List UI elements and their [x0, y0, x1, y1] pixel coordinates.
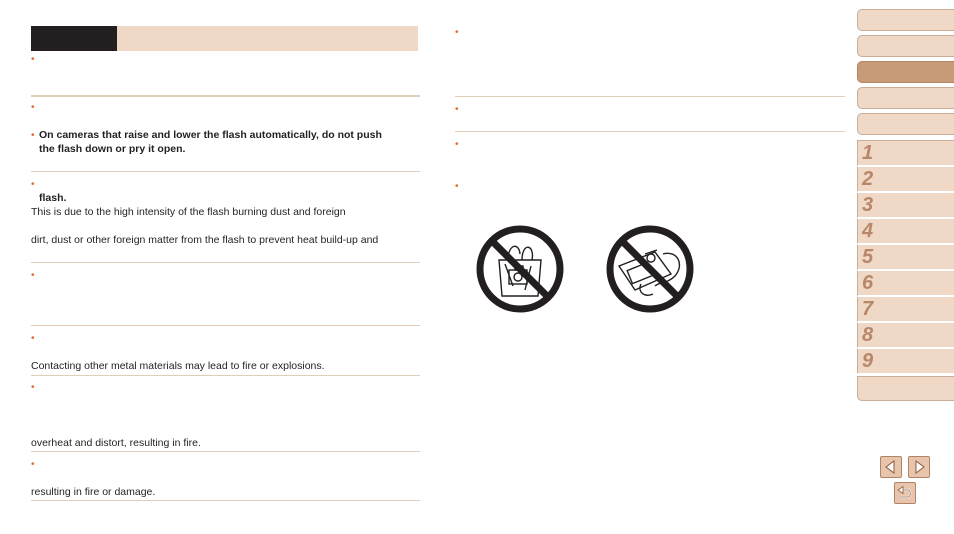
- chapter-tab-1[interactable]: [857, 141, 954, 166]
- flash-text-line-2: dirt, dust or other foreign matter from the flash to prevent heat build-up and: [31, 234, 379, 246]
- chapter-number: 3: [862, 194, 874, 216]
- section-header-dark-block: [31, 26, 117, 51]
- nav-tab-5[interactable]: [857, 113, 954, 135]
- chapter-tab-9[interactable]: [857, 349, 954, 374]
- chapter-tab-4[interactable]: [857, 219, 954, 244]
- divider: [455, 131, 845, 132]
- divider: [31, 451, 420, 452]
- flash-warning-line-1: On cameras that raise and lower the flash automatically, do not push: [39, 129, 382, 141]
- nav-tab-2[interactable]: [857, 35, 954, 57]
- bullet: •: [31, 179, 35, 190]
- divider: [31, 95, 420, 97]
- chapter-tab-2[interactable]: [857, 167, 954, 192]
- overheat-warning-text: overheat and distort, resulting in fire.: [31, 437, 201, 449]
- bullet: •: [455, 27, 459, 38]
- bullet: •: [31, 459, 35, 470]
- chapter-number: 9: [862, 350, 874, 372]
- chapter-tab-5[interactable]: [857, 245, 954, 270]
- bullet: •: [31, 270, 35, 281]
- divider: [31, 375, 420, 376]
- next-page-button[interactable]: [908, 456, 930, 478]
- nav-tab-4[interactable]: [857, 87, 954, 109]
- bullet: •: [31, 333, 35, 344]
- no-camera-strap-icon: [605, 224, 695, 314]
- bullet: •: [455, 181, 459, 192]
- chapter-number: 6: [862, 272, 874, 294]
- divider: [31, 262, 420, 263]
- arrow-left-icon: [881, 457, 901, 477]
- chapter-number: 5: [862, 246, 874, 268]
- bullet: •: [31, 382, 35, 393]
- bullet: •: [455, 139, 459, 150]
- chapter-number: 7: [862, 298, 874, 320]
- return-button[interactable]: [894, 482, 916, 504]
- divider: [455, 96, 845, 97]
- chapter-tab-3[interactable]: [857, 193, 954, 218]
- divider: [31, 171, 420, 172]
- bullet: •: [455, 104, 459, 115]
- flash-text-line-1: This is due to the high intensity of the flash burning dust and foreign: [31, 206, 346, 218]
- flash-bold-word: flash.: [39, 192, 67, 204]
- bullet: •: [31, 130, 35, 141]
- previous-page-button[interactable]: [880, 456, 902, 478]
- nav-tab-index[interactable]: [857, 376, 954, 401]
- divider: [31, 500, 420, 501]
- chapter-number: 1: [862, 142, 874, 164]
- nav-tab-1[interactable]: [857, 9, 954, 31]
- return-icon: [895, 483, 915, 503]
- divider: [31, 325, 420, 326]
- no-plastic-bag-icon: [475, 224, 565, 314]
- chapter-tab-8[interactable]: [857, 323, 954, 348]
- metal-warning-text: Contacting other metal materials may lead to fire or explosions.: [31, 360, 325, 372]
- flash-warning-line-2: the flash down or pry it open.: [39, 143, 186, 155]
- chapter-tab-7[interactable]: [857, 297, 954, 322]
- damage-warning-text: resulting in fire or damage.: [31, 486, 156, 498]
- arrow-right-icon: [909, 457, 929, 477]
- section-header-bar: [117, 26, 418, 51]
- bullet: •: [31, 54, 35, 65]
- chapter-tab-6[interactable]: [857, 271, 954, 296]
- chapter-number: 8: [862, 324, 874, 346]
- bullet: •: [31, 102, 35, 113]
- nav-tab-active[interactable]: [857, 61, 954, 83]
- chapter-number: 4: [862, 220, 874, 242]
- chapter-number: 2: [862, 168, 874, 190]
